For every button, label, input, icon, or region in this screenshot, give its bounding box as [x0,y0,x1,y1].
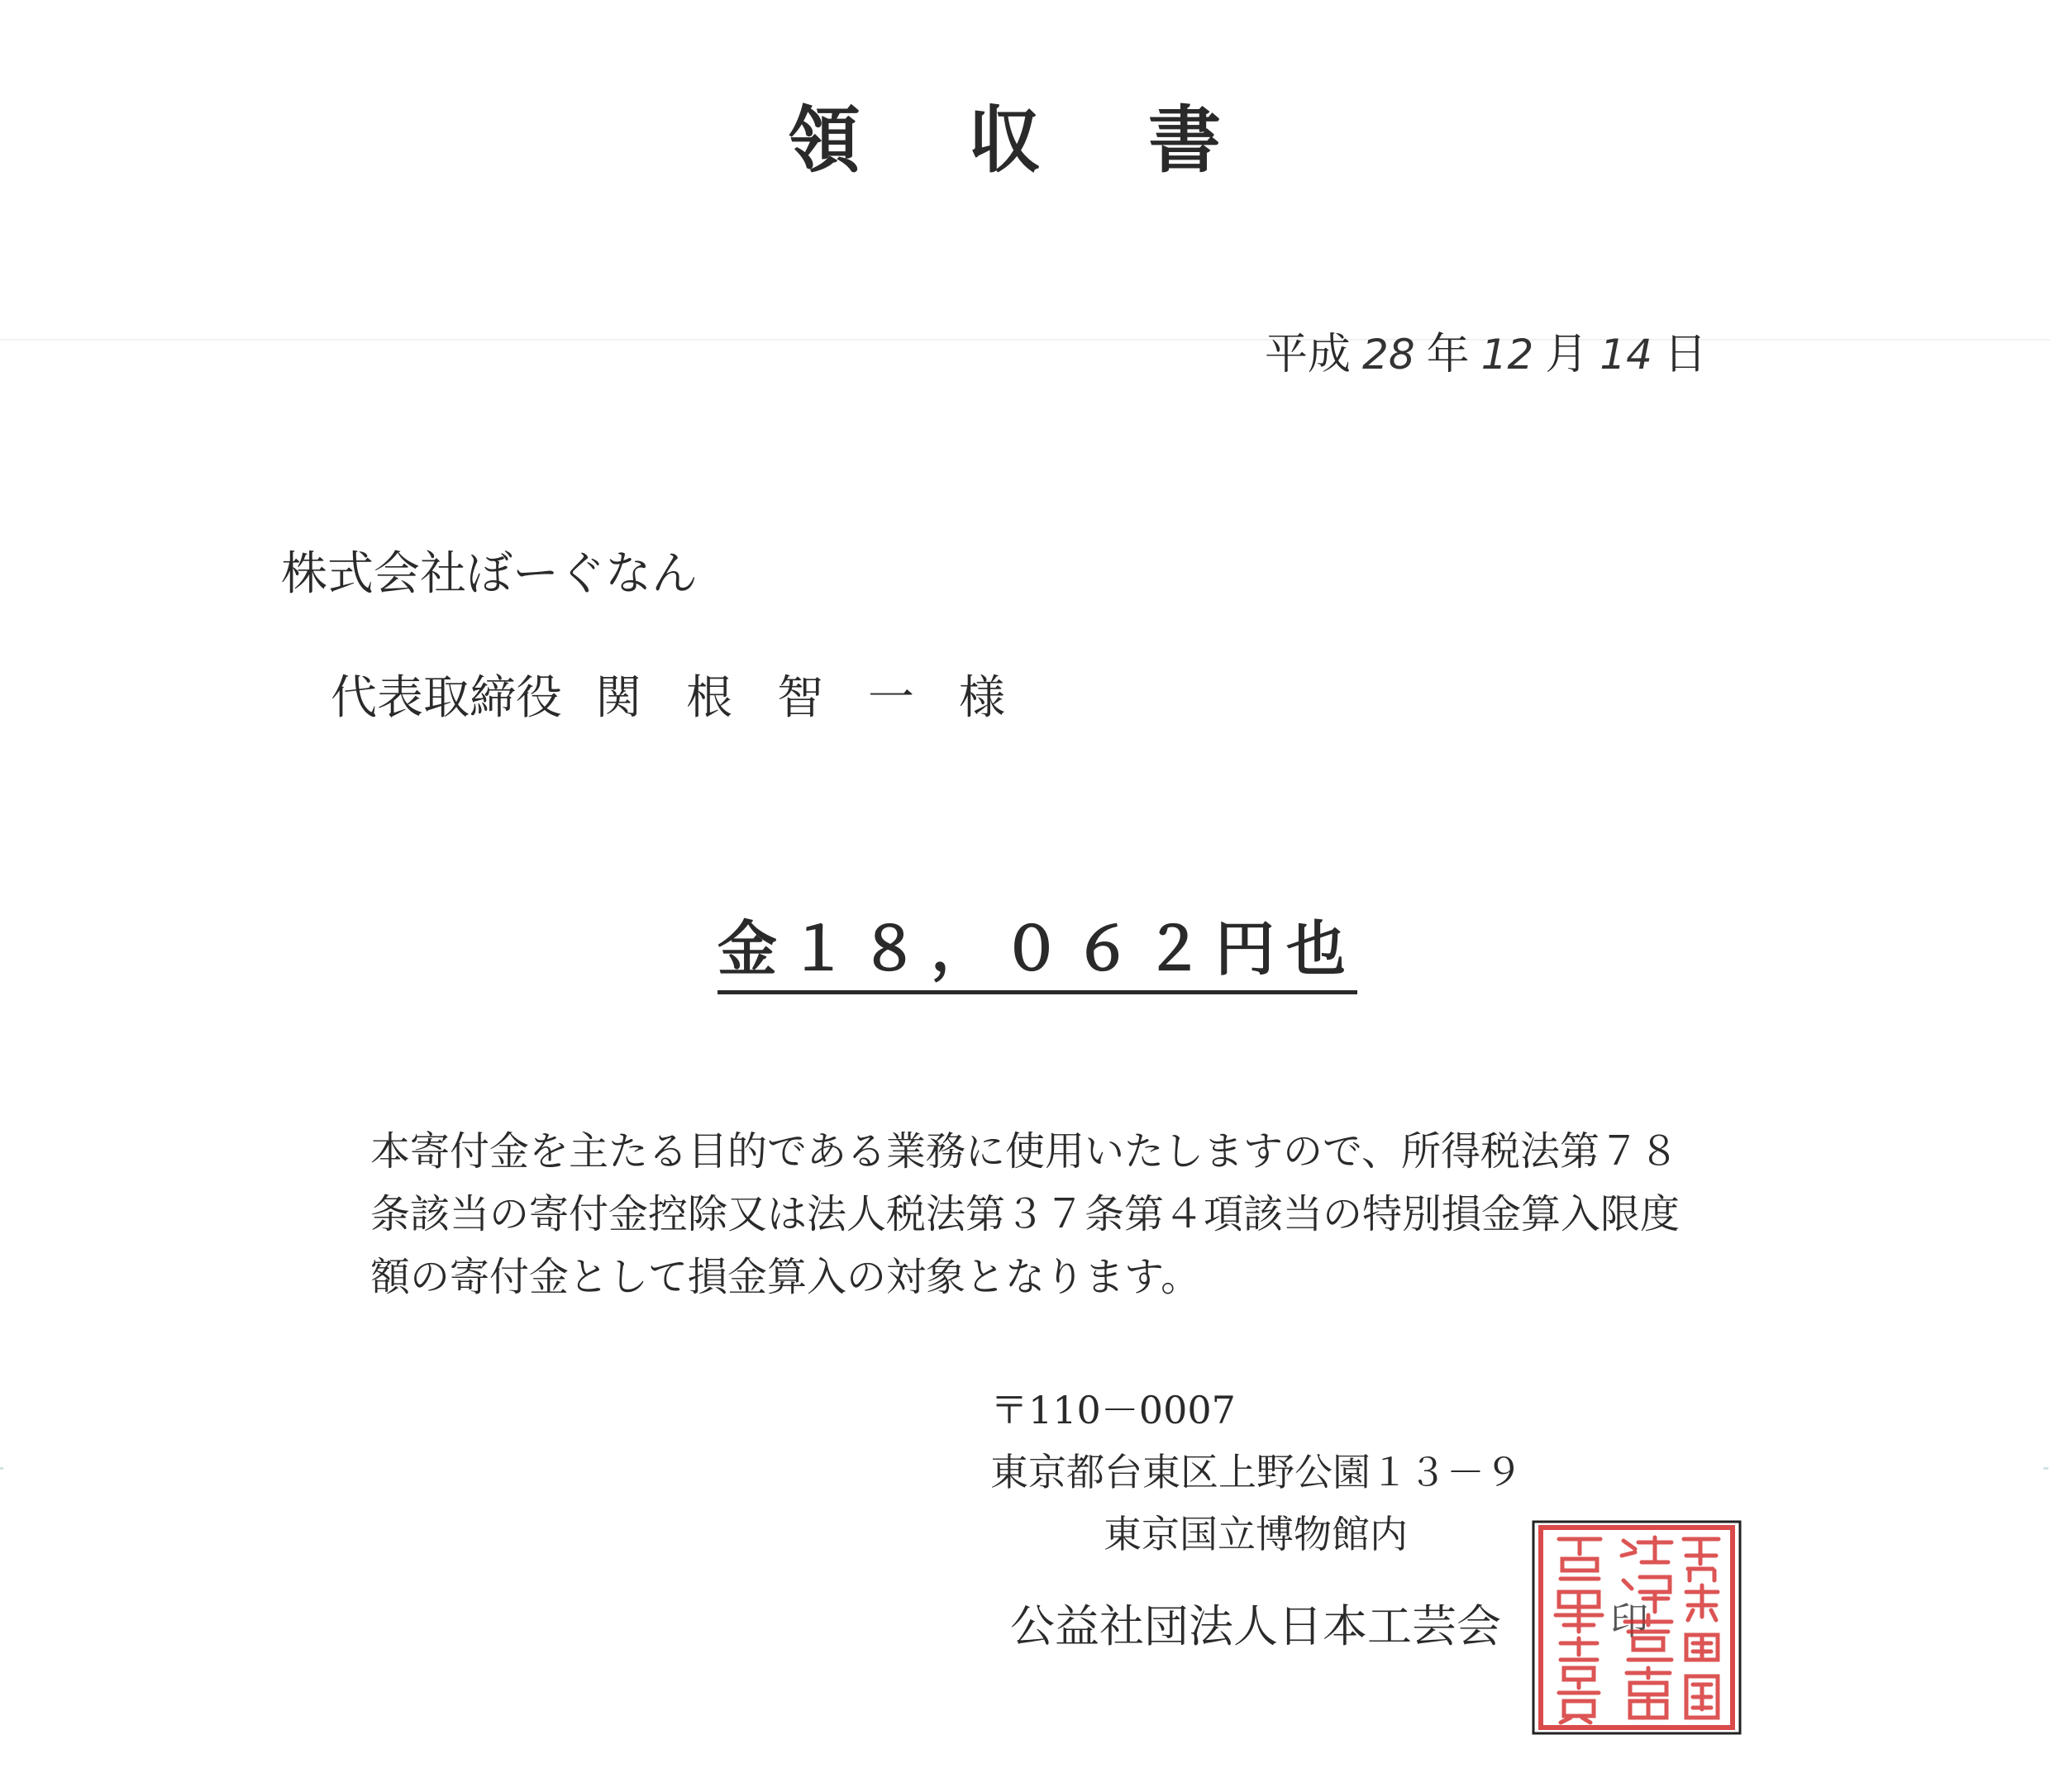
date-month: 12 [1480,331,1534,379]
date-year-unit: 年 [1426,330,1470,379]
issuer-address-building: 東京国立博物館内 [1104,1512,1408,1556]
receipt-amount: 金１８，０６２円也 [718,901,1357,994]
recipient-honorific: 様 [959,671,1005,725]
tax-note-line: 額の寄付金として損金算入の対象となります。 [370,1254,1201,1300]
recipient-company: 株式会社ぼーぐなん [281,547,698,601]
tax-note-line: 本寄付金を主たる目的である業務に使用いたしますので、所得税法第７８ [370,1128,1680,1175]
issuer-organization: 公益社団法人日本工芸会 [1010,1600,1501,1652]
date-day-unit: 日 [1663,330,1707,379]
date-month-unit: 月 [1545,330,1589,379]
recipient-title: 代表取締役 [331,671,562,725]
seal-mark-label: 印 [1610,1599,1648,1643]
document-title: 領収書 [787,97,1328,183]
issuer-postal-code: 〒110－0007 [990,1388,1236,1432]
issuer-address: 東京都台東区上野公園１３－９ [990,1450,1523,1494]
tax-note [370,1120,1680,1308]
date-year: 28 [1362,331,1415,379]
date-day: 14 [1599,331,1652,379]
recipient-name: 関根智一 [595,671,959,725]
date-era: 平成 [1265,330,1352,379]
scan-speck [2043,1467,2048,1470]
seal-glyph-strokes [1556,1537,1719,1723]
organization-seal-icon [1531,1519,1742,1736]
scan-speck [0,1467,3,1470]
issue-date [1265,319,1707,381]
scan-artifact-line [0,339,2050,341]
recipient-representative [331,661,1005,727]
tax-note-line: 条該当の寄付金控除又は法人税法第３７条第４項該当の特別損金算入限度 [370,1191,1681,1237]
